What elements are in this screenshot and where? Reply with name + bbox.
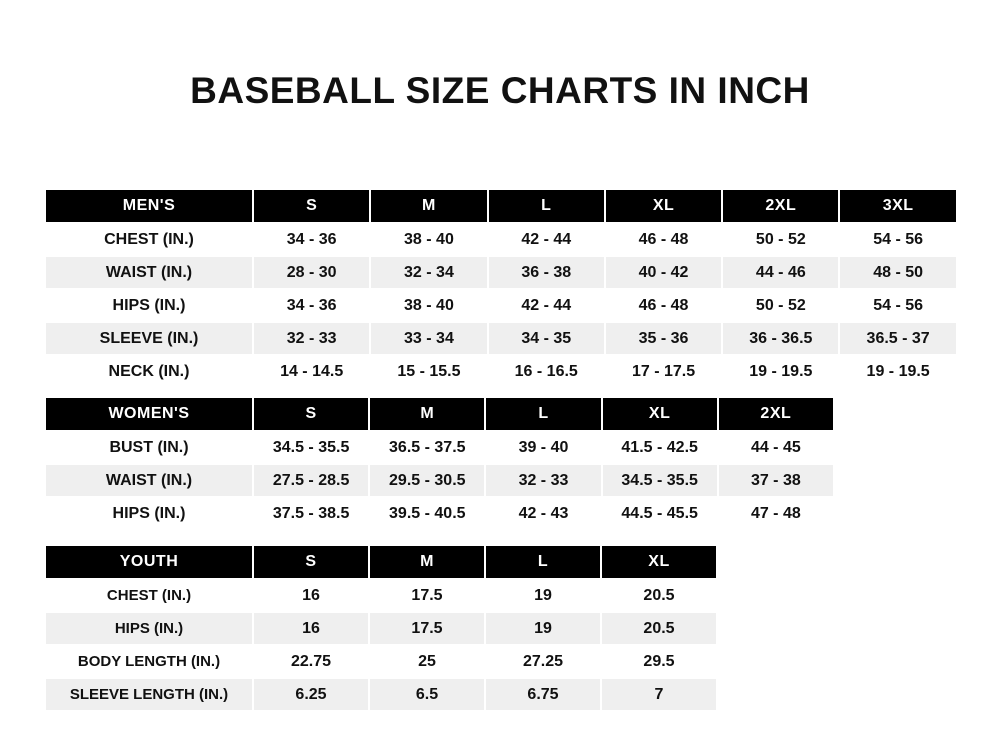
table-cell: 36 - 36.5 [722,322,839,355]
table-cell: 34 - 36 [253,223,370,256]
table-cell: 54 - 56 [839,223,956,256]
table-row [45,322,957,355]
table-cell: 16 [253,579,369,612]
table-cell: 34 - 35 [488,322,605,355]
column-header: XL [602,397,718,431]
row-label: CHEST (IN.) [45,579,253,612]
table-cell: 54 - 56 [839,289,956,322]
table-cell: 15 - 15.5 [370,355,487,388]
row-label: HIPS (IN.) [45,289,253,322]
table-row [45,256,957,289]
table-cell: 37 - 38 [718,464,834,497]
womens-size-table [44,396,835,531]
table-cell: 44.5 - 45.5 [602,497,718,530]
column-header: 2XL [718,397,834,431]
table-cell: 44 - 45 [718,431,834,464]
row-label: SLEEVE (IN.) [45,322,253,355]
table-cell: 48 - 50 [839,256,956,289]
table-cell: 32 - 34 [370,256,487,289]
table-cell: 17.5 [369,612,485,645]
table-cell: 6.75 [485,678,601,711]
table-cell: 47 - 48 [718,497,834,530]
column-header: S [253,397,369,431]
table-cell: 17 - 17.5 [605,355,722,388]
table-cell: 19 - 19.5 [839,355,956,388]
table-cell: 14 - 14.5 [253,355,370,388]
row-label: WAIST (IN.) [45,464,253,497]
table-cell: 29.5 - 30.5 [369,464,485,497]
column-header: L [488,189,605,223]
row-label: BODY LENGTH (IN.) [45,645,253,678]
table-cell: 32 - 33 [485,464,601,497]
table-row [45,223,957,256]
table-cell: 28 - 30 [253,256,370,289]
column-header: L [485,397,601,431]
table-cell: 35 - 36 [605,322,722,355]
row-label: HIPS (IN.) [45,612,253,645]
table-cell: 22.75 [253,645,369,678]
table-header-row [45,545,717,579]
table-cell: 19 - 19.5 [722,355,839,388]
table-row [45,579,717,612]
table-cell: 29.5 [601,645,717,678]
table-cell: 19 [485,579,601,612]
column-header: M [370,189,487,223]
table-cell: 32 - 33 [253,322,370,355]
table-cell: 20.5 [601,612,717,645]
table-cell: 46 - 48 [605,223,722,256]
table-cell: 42 - 44 [488,289,605,322]
table-cell: 38 - 40 [370,223,487,256]
table-cell: 50 - 52 [722,289,839,322]
table-cell: 33 - 34 [370,322,487,355]
table-row [45,431,834,464]
table-header-row [45,397,834,431]
table-cell: 6.25 [253,678,369,711]
table-row [45,645,717,678]
table-header-row [45,189,957,223]
row-label: BUST (IN.) [45,431,253,464]
table-cell: 34.5 - 35.5 [602,464,718,497]
table-cell: 36 - 38 [488,256,605,289]
table-cell: 20.5 [601,579,717,612]
column-header: S [253,189,370,223]
column-header: WOMEN'S [45,397,253,431]
table-cell: 46 - 48 [605,289,722,322]
table-cell: 34.5 - 35.5 [253,431,369,464]
column-header: YOUTH [45,545,253,579]
table-row [45,678,717,711]
table-cell: 19 [485,612,601,645]
column-header: M [369,545,485,579]
table-cell: 34 - 36 [253,289,370,322]
table-cell: 17.5 [369,579,485,612]
table-cell: 50 - 52 [722,223,839,256]
page-title: BASEBALL SIZE CHARTS IN INCH [190,70,810,111]
row-label: NECK (IN.) [45,355,253,388]
table-row [45,289,957,322]
column-header: 3XL [839,189,956,223]
table-cell: 44 - 46 [722,256,839,289]
row-label: CHEST (IN.) [45,223,253,256]
table-row [45,464,834,497]
column-header: XL [605,189,722,223]
table-cell: 7 [601,678,717,711]
table-cell: 36.5 - 37 [839,322,956,355]
table-cell: 38 - 40 [370,289,487,322]
mens-size-table [44,188,958,389]
column-header: 2XL [722,189,839,223]
row-label: HIPS (IN.) [45,497,253,530]
table-cell: 6.5 [369,678,485,711]
table-cell: 39.5 - 40.5 [369,497,485,530]
column-header: M [369,397,485,431]
table-cell: 16 - 16.5 [488,355,605,388]
column-header: XL [601,545,717,579]
table-cell: 37.5 - 38.5 [253,497,369,530]
column-header: L [485,545,601,579]
table-row [45,497,834,530]
column-header: S [253,545,369,579]
table-cell: 40 - 42 [605,256,722,289]
table-cell: 27.25 [485,645,601,678]
table-row [45,355,957,388]
table-cell: 25 [369,645,485,678]
table-cell: 36.5 - 37.5 [369,431,485,464]
row-label: WAIST (IN.) [45,256,253,289]
table-cell: 42 - 43 [485,497,601,530]
table-cell: 16 [253,612,369,645]
table-cell: 39 - 40 [485,431,601,464]
table-cell: 42 - 44 [488,223,605,256]
column-header: MEN'S [45,189,253,223]
table-cell: 27.5 - 28.5 [253,464,369,497]
table-row [45,612,717,645]
table-cell: 41.5 - 42.5 [602,431,718,464]
row-label: SLEEVE LENGTH (IN.) [45,678,253,711]
youth-size-table [44,544,718,712]
